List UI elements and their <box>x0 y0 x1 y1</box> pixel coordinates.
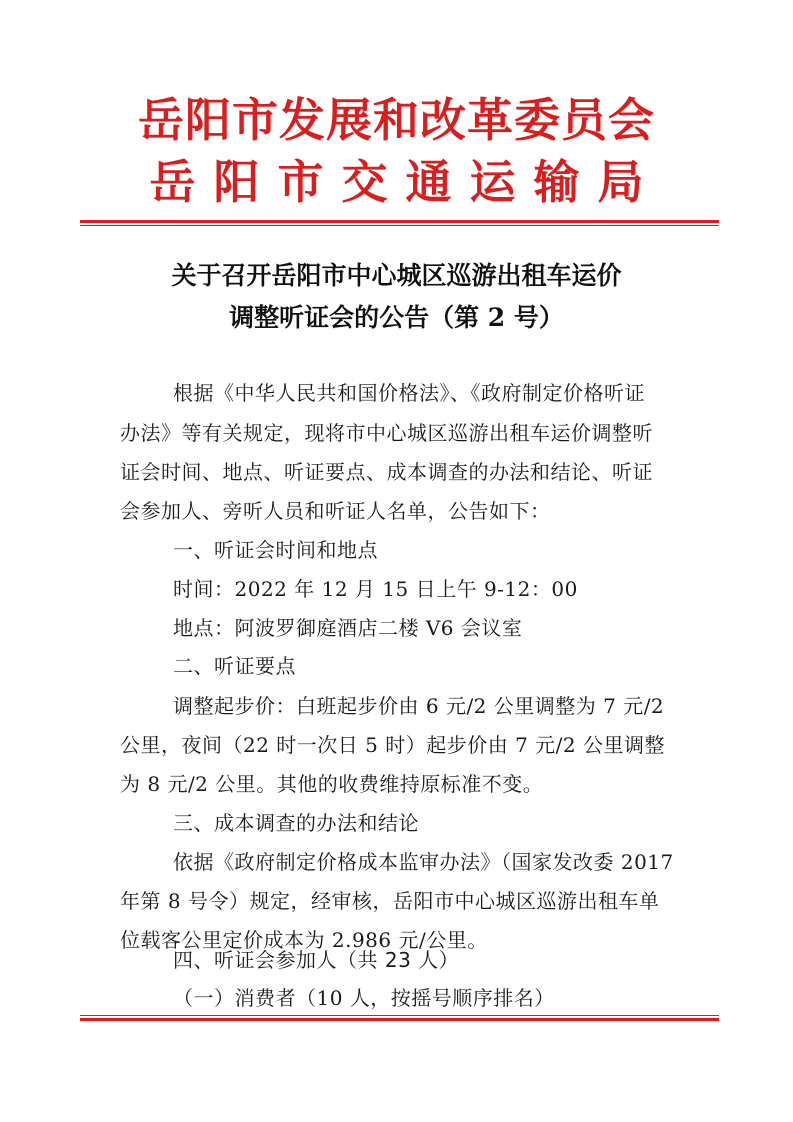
section-2-line-2: 公里，夜间（22 时一次日 5 时）起步价由 7 元/2 公里调整 <box>120 733 666 757</box>
section-2-line-3: 为 8 元/2 公里。其他的收费维持原标准不变。 <box>120 772 544 796</box>
section-3-line-1: 依据《政府制定价格成本监审办法》（国家发改委 2017 <box>173 850 674 874</box>
footer-divider <box>80 1015 719 1021</box>
header-divider <box>80 220 719 226</box>
section-4-sub-1: （一）消费者（10 人，按摇号顺序排名） <box>173 986 555 1010</box>
section-2-line-1: 调整起步价：白班起步价由 6 元/2 公里调整为 7 元/2 <box>173 694 665 718</box>
intro-line-4: 会参加人、旁听人员和听证人名单，公告如下： <box>120 499 551 523</box>
section-2-heading: 二、听证要点 <box>173 654 296 678</box>
issuer-name-line-1: 岳阳市发展和改革委员会 <box>138 93 655 147</box>
section-3-heading: 三、成本调查的办法和结论 <box>173 811 419 835</box>
intro-line-3: 证会时间、地点、听证要点、成本调查的办法和结论、听证 <box>120 460 653 484</box>
issuer-name-line-2: 岳阳市交通运输局 <box>149 155 662 209</box>
hearing-place: 地点：阿波罗御庭酒店二楼 V6 会议室 <box>173 616 523 640</box>
hearing-time: 时间：2022 年 12 月 15 日上午 9-12：00 <box>173 577 578 601</box>
section-4-heading: 四、听证会参加人（共 23 人） <box>173 948 460 972</box>
document-title-line-2: 调整听证会的公告（第 2 号） <box>229 303 564 332</box>
intro-line-1: 根据《中华人民共和国价格法》、《政府制定价格听证 <box>173 381 645 405</box>
section-3-line-3: 位载客公里定价成本为 2.986 元/公里。 <box>120 928 488 952</box>
section-1-heading: 一、听证会时间和地点 <box>173 538 378 562</box>
document-title-line-1: 关于召开岳阳市中心城区巡游出租车运价 <box>171 261 622 290</box>
intro-line-2: 办法》等有关规定，现将市中心城区巡游出租车运价调整听 <box>120 421 653 445</box>
section-3-line-2: 年第 8 号令）规定，经审核，岳阳市中心城区巡游出租车单 <box>120 889 660 913</box>
